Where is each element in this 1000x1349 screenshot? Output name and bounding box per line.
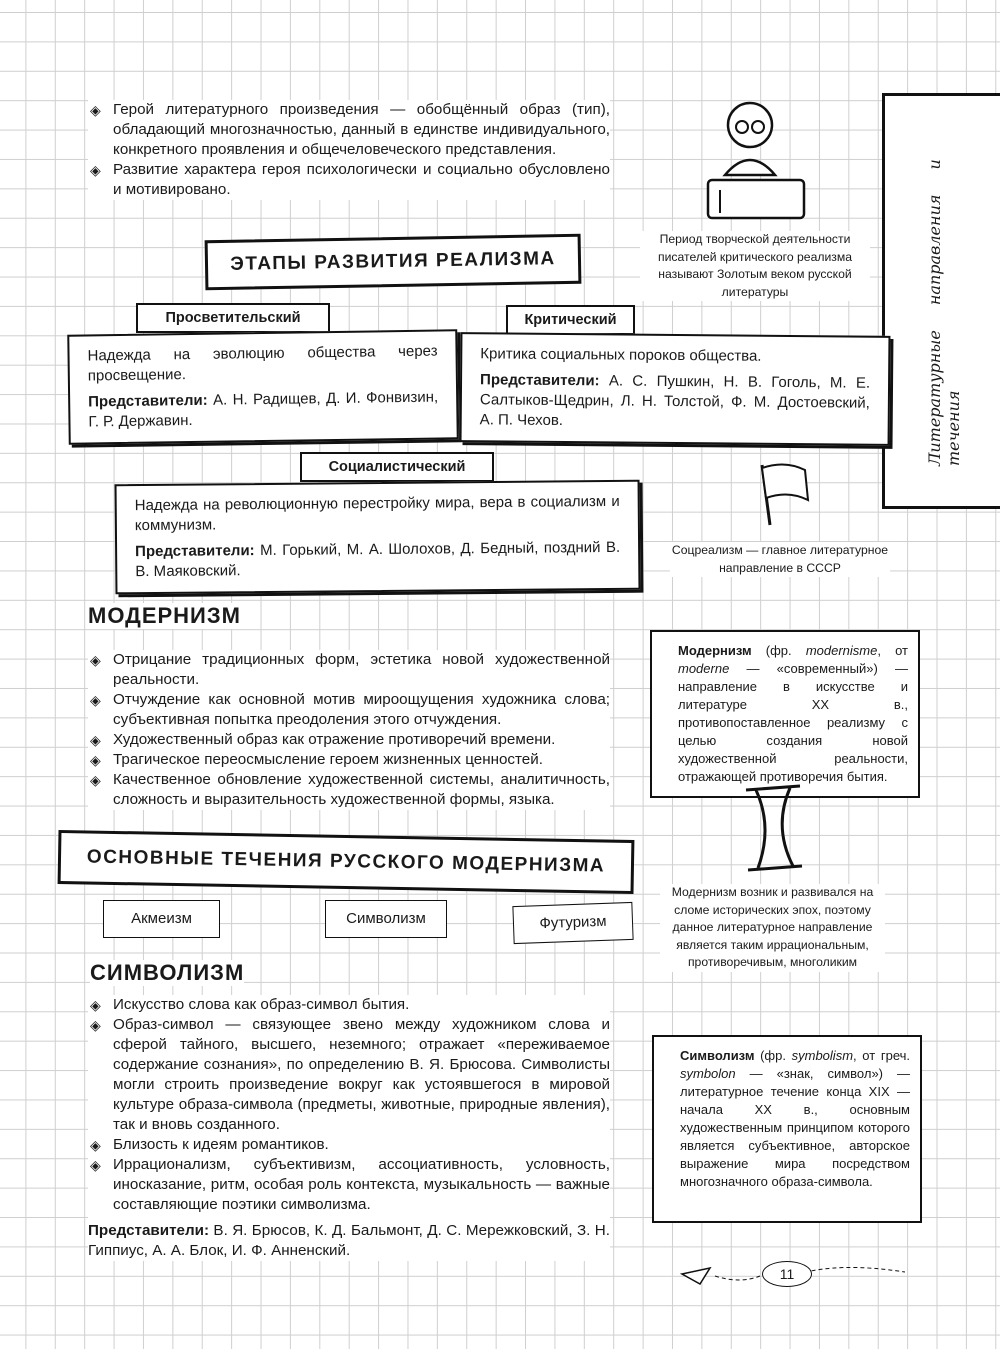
side-title: Литературные направления и течения — [925, 159, 963, 466]
stage-reps: Представители: М. Горький, М. А. Шолохов, Д. Бедный, поздний В. В. Маяковский. — [135, 538, 621, 581]
list-item: ◈ Качественное обновление художественной системы, аналитичность, сложность и выразительность художественной формы, языка. — [88, 770, 610, 810]
list-item: ◈ Близость к идеям романтиков. — [88, 1135, 610, 1155]
list-item: ◈ Герой литературного произведения — обобщённый образ (тип), обладающий многозначностью, данный в единстве индивидуального, конкретного проявления и общечеловеческого представления. — [88, 100, 610, 160]
stage-reps: Представители: А. С. Пушкин, Н. В. Гоголь, М. Е. Салтыков-Щедрин, Л. Н. Толстой, Ф. М. Достоевский, А. П. Чехов. — [479, 371, 871, 430]
realism-banner: ЭТАПЫ РАЗВИТИЯ РЕАЛИЗМА — [205, 234, 582, 291]
modernism-definition: Модернизм (фр. modernisme, от moderne — «современный») — направление в искусстве и литературе XX в., противопоставленное реализму с целью создания новой художественной реальности, отражающей противоречия бытия. — [650, 630, 920, 798]
stage-box-socialist — [115, 480, 641, 595]
symbolism-heading: СИМВОЛИЗМ — [90, 960, 245, 985]
stage-tab-critical: Критический — [506, 305, 635, 335]
symbolism-reps: Представители: В. Я. Брюсов, К. Д. Бальмонт, Д. С. Мережковский, З. Н. Гиппиус, А. А. Блок, И. Ф. Анненский. — [88, 1222, 610, 1259]
list-item: ◈ Отчуждение как основной мотив мироощущения художника слова; субъективная попытка преодоления этого отчуждения. — [88, 690, 610, 730]
hourglass-icon — [738, 782, 808, 882]
modernism-list — [88, 650, 610, 810]
list-item: ◈ Иррационализм, субъективизм, ассоциативность, условность, иносказание, ритм, особая роль контекста, музыкальность — важные составляющие поэтики символизма. — [88, 1155, 610, 1215]
list-item: ◈ Отрицание традиционных форм, эстетика новой художественной реальности. — [88, 650, 610, 690]
flag-icon — [750, 460, 820, 535]
stage-box-enlightenment — [67, 329, 458, 444]
symbolism-list — [88, 995, 610, 1261]
list-item: ◈ Развитие характера героя психологически и социально обусловлено и мотивировано. — [88, 160, 610, 200]
current-futurism: Футуризм — [512, 902, 633, 944]
current-symbolism: Символизм — [325, 900, 447, 938]
list-item: ◈ Образ-символ — связующее звено между художником слова и сферой тайного, высшего, неземного; отражает «переживаемое содержание сознания», по определению В. Я. Брюсова. Символисты могли строить произведение вокруг как устоявшегося в мировой культуре образа-символа (предметы, животные, природные явления), так и вновь созданного. — [88, 1015, 610, 1135]
stage-text: Надежда на эволюцию общества через просвещение. — [87, 342, 438, 385]
stage-tab-socialist: Социалистический — [300, 452, 494, 482]
note-golden-age: Период творческой деятельности писателей критического реализма называют Золотым веком русской литературы — [640, 231, 870, 301]
side-title-card — [882, 93, 1000, 509]
page-number: 11 — [762, 1261, 812, 1287]
currents-banner: ОСНОВНЫЕ ТЕЧЕНИЯ РУССКОГО МОДЕРНИЗМА — [58, 830, 635, 894]
modernism-heading: МОДЕРНИЗМ — [88, 603, 241, 628]
stage-tab-enlightenment: Просветительский — [136, 303, 330, 333]
list-item: ◈ Трагическое переосмысление героем жизненных ценностей. — [88, 750, 610, 770]
intro-list — [88, 100, 610, 200]
teacher-illustration — [700, 95, 810, 225]
stage-reps: Представители: А. Н. Радищев, Д. И. Фонвизин, Г. Р. Державин. — [88, 388, 439, 431]
stage-text: Надежда на революционную перестройку мира, вера в социализм и коммунизм. — [134, 492, 620, 535]
stage-box-critical — [460, 332, 891, 446]
note-socrealism: Соцреализм — главное литературное направление в СССР — [670, 542, 890, 577]
stage-text: Критика социальных пороков общества. — [480, 345, 762, 365]
current-acmeism: Акмеизм — [103, 900, 220, 938]
list-item: ◈ Искусство слова как образ-символ бытия. — [88, 995, 610, 1015]
symbolism-definition: Символизм (фр. symbolism, от греч. symbolon — «знак, символ») — литературное течение конца XIX — начала XX в., основным художественным принципом которого является субъективное, авторское выражение мира посредством многозначного образа-символа. — [652, 1035, 922, 1223]
note-modernism: Модернизм возник и развивался на сломе исторических эпох, поэтому данное литературное направление является таким иррациональным, противоречивым, многоликим — [660, 884, 885, 972]
list-item: ◈ Художественный образ как отражение противоречий времени. — [88, 730, 610, 750]
